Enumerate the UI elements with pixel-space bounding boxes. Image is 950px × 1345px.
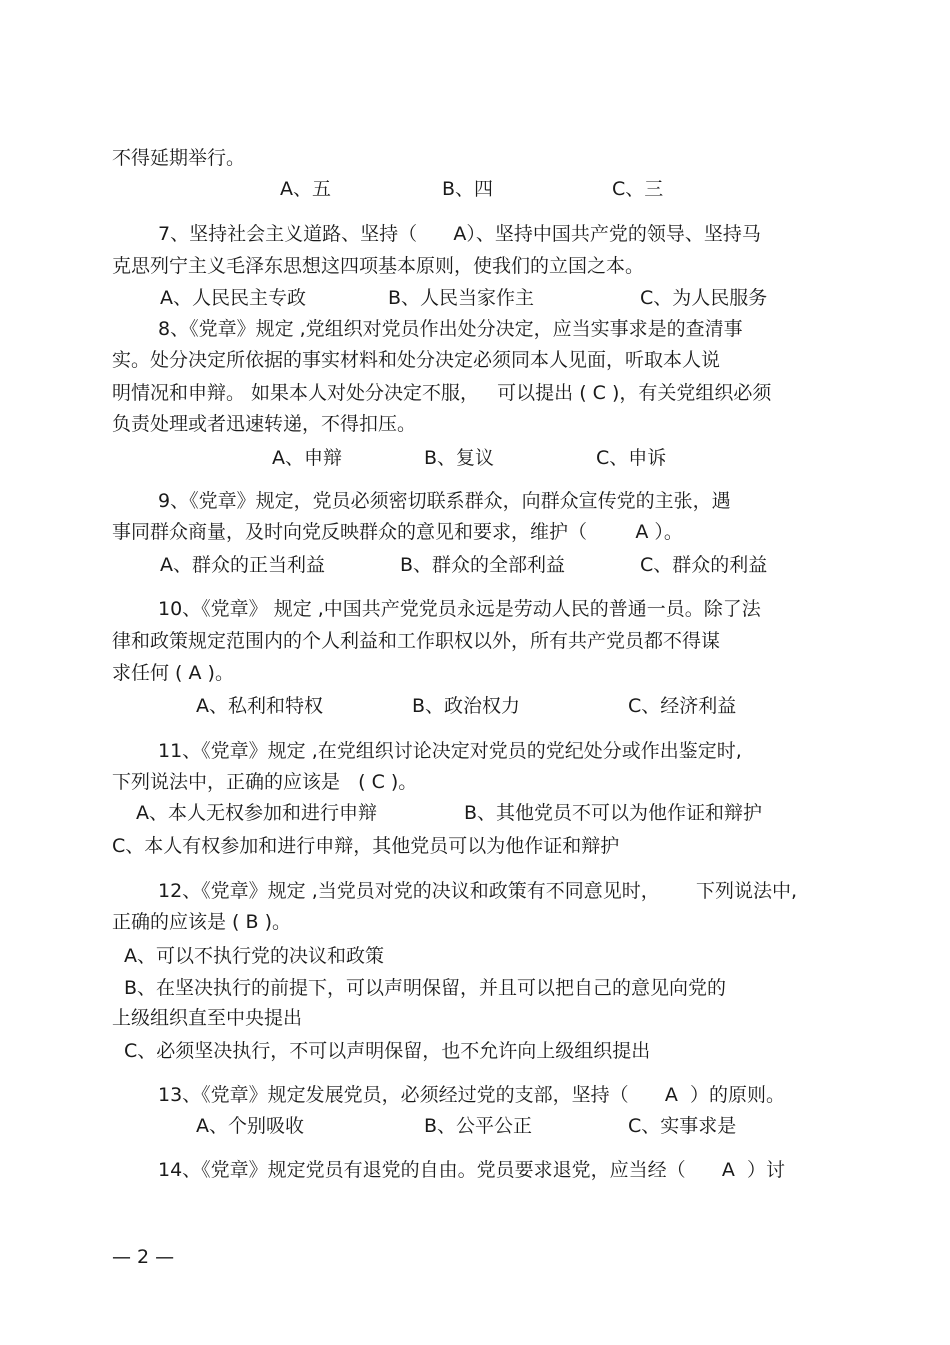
option-c: C、申诉 (596, 447, 667, 469)
question-9-line-2: 事同群众商量，及时向党反映群众的意见和要求，维护（ A ）。 (112, 521, 683, 543)
question-13-line-1: 13、《党章》规定发展党员，必须经过党的支部，坚持（ A ）的原则。 (158, 1084, 785, 1106)
option-a: A、私利和特权 (196, 695, 323, 717)
option-b: B、复议 (424, 447, 495, 469)
question-8-line-4: 负责处理或者迅速转递，不得扣压。 (112, 413, 417, 435)
option-b: B、政治权力 (412, 695, 521, 717)
question-8-line-3: 明情况和申辩。 如果本人对处分决定不服， 可以提出 ( C )，有关党组织必须 (112, 382, 772, 404)
question-7-line-2: 克思列宁主义毛泽东思想这四项基本原则，使我们的立国之本。 (112, 255, 645, 277)
option-a: A、人民民主专政 (160, 287, 306, 309)
question-11-line-1: 11、《党章》规定 ,在党组织讨论决定对党员的党纪处分或作出鉴定时, (158, 740, 742, 762)
question-8-line-1: 8、《党章》规定 ,党组织对党员作出处分决定，应当实事求是的查清事 (158, 318, 743, 340)
option-a: A、群众的正当利益 (160, 554, 325, 576)
option-a: A、五 (280, 178, 331, 200)
option-a: A、个别吸收 (196, 1115, 304, 1137)
option-c: C、本人有权参加和进行申辩，其他党员可以为他作证和辩护 (112, 835, 620, 857)
question-14-line-1: 14、《党章》规定党员有退党的自由。党员要求退党，应当经（ A ）讨 (158, 1159, 785, 1181)
option-c: C、必须坚决执行，不可以声明保留，也不允许向上级组织提出 (124, 1040, 651, 1062)
option-c: C、实事求是 (628, 1115, 737, 1137)
option-c: C、经济利益 (628, 695, 737, 717)
option-b-line-1: B、在坚决执行的前提下，可以声明保留，并且可以把自己的意见向党的 (124, 977, 727, 999)
option-c: C、为人民服务 (640, 287, 768, 309)
option-b: B、群众的全部利益 (400, 554, 566, 576)
question-12-line-1: 12、《党章》规定 ,当党员对党的决议和政策有不同意见时， 下列说法中, (158, 880, 798, 902)
question-8-line-2: 实。处分决定所依据的事实材料和处分决定必须同本人见面，听取本人说 (112, 349, 721, 371)
option-b: B、其他党员不可以为他作证和辩护 (464, 802, 763, 824)
question-11-line-2: 下列说法中，正确的应该是 ( C )。 (112, 771, 418, 793)
text-line: 不得延期举行。 (112, 147, 246, 169)
question-9-line-1: 9、《党章》规定，党员必须密切联系群众，向群众宣传党的主张，遇 (158, 490, 731, 512)
question-10-line-2: 律和政策规定范围内的个人利益和工作职权以外，所有共产党员都不得谋 (112, 630, 721, 652)
option-a: A、本人无权参加和进行申辩 (136, 802, 377, 824)
option-b-line-2: 上级组织直至中央提出 (112, 1007, 303, 1029)
option-c: C、三 (612, 178, 664, 200)
option-c: C、群众的利益 (640, 554, 768, 576)
option-b: B、人民当家作主 (388, 287, 535, 309)
question-10-line-3: 求任何 ( A )。 (112, 662, 234, 684)
option-b: B、四 (442, 178, 494, 200)
option-a: A、申辩 (272, 447, 342, 469)
page-number: — 2 — (112, 1246, 175, 1268)
question-7-line-1: 7、坚持社会主义道路、坚持（ A）、坚持中国共产党的领导、坚持马 (158, 223, 761, 245)
question-12-line-2: 正确的应该是 ( B )。 (112, 911, 291, 933)
option-b: B、公平公正 (424, 1115, 533, 1137)
option-a: A、可以不执行党的决议和政策 (124, 945, 384, 967)
question-10-line-1: 10、《党章》 规定 ,中国共产党党员永远是劳动人民的普通一员。除了法 (158, 598, 761, 620)
